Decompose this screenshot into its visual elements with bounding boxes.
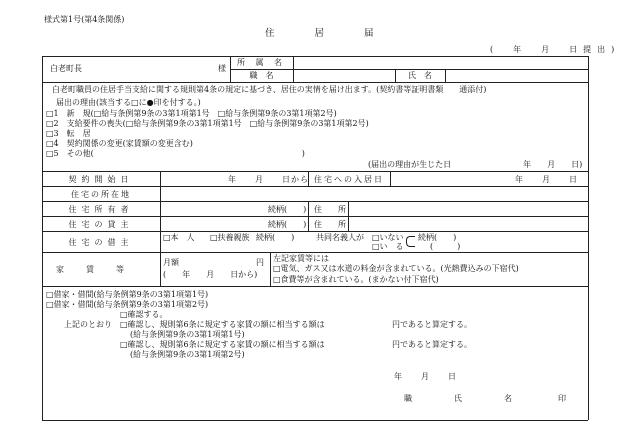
rent-note-title: 左記家賃等には — [273, 254, 329, 263]
calc-option-1-yen: 円であると算定する。 — [392, 320, 472, 329]
lender-relation[interactable]: 続柄( ) — [268, 220, 307, 229]
reasons-heading: 届出の理由(該当する□に●印を付する。) — [56, 98, 201, 107]
lender-label: 住宅の貸主 — [68, 220, 134, 229]
reason-occur-date: (届出の理由が生じた日 年 月 日) — [368, 160, 583, 169]
department-label: 所 属 名 — [236, 58, 287, 67]
calc-option-1-ref: (給与条例第9条の3第1項第1号) — [130, 330, 245, 339]
calc-option-1[interactable]: □確認し、規則第6条に規定する家賃の額に相当する額は — [120, 320, 325, 329]
submit-date: ( 年 月 日提出) — [490, 45, 621, 54]
seal-mark: 印 — [558, 394, 566, 403]
contract-start-label: 契約開始日 — [68, 175, 134, 184]
calc-option-2-yen: 円であると算定する。 — [392, 340, 472, 349]
addressee-honorific: 様 — [218, 64, 226, 73]
intro-text: 白老町職員の住居手当支給に関する規則第4条の規定に基づき、居住の実情を届け出ます。(契約書等証明書類 通添付) — [52, 85, 487, 94]
borrower-dependent-checkbox[interactable]: □扶養親族 — [210, 233, 250, 242]
contract-start-value[interactable]: 年 月 日から — [228, 175, 309, 184]
reason-new[interactable]: □1 新 規(□給与条例第9条の3第1項第1号 □給与条例第9条の3第1項第2号) — [46, 109, 337, 118]
move-in-label: 住宅への入居日 — [314, 175, 384, 184]
owner-relation[interactable]: 続柄( ) — [268, 205, 307, 214]
form-number: 様式第1号(第4条関係) — [44, 15, 125, 24]
co-borrower-present[interactable]: □い る — [372, 242, 404, 251]
owner-address-label: 住 所 — [314, 205, 346, 214]
department-field[interactable] — [296, 58, 586, 68]
reason-loss[interactable]: □2 支給要件の喪失(□給与条例第9条の3第1項第1号 □給与条例第9条の3第1項第2号) — [46, 119, 369, 128]
rent-yen-label: 円 — [256, 258, 264, 267]
owner-label: 住宅所有者 — [68, 205, 134, 214]
rent-from-date[interactable]: ( 年 月 日から) — [163, 270, 258, 279]
borrower-label: 住宅の借主 — [68, 238, 134, 247]
job-title-field[interactable] — [296, 71, 393, 81]
addressee-town: 白老町長 — [50, 64, 82, 73]
borrower-self-checkbox[interactable]: □本 人 — [163, 233, 195, 242]
brace-icon — [406, 236, 415, 247]
page-title: 住居届 — [265, 28, 414, 39]
co-borrower-paren[interactable]: ( ) — [430, 242, 461, 251]
calc-date[interactable]: 年 月 日 — [394, 372, 457, 381]
location-label: 住宅の所在地 — [71, 190, 131, 199]
name-label: 氏 名 — [408, 71, 432, 80]
co-borrower-relation[interactable]: 続柄( ) — [418, 233, 457, 242]
rent-meals-checkbox[interactable]: □食費等が含まれている。(まかない付下宿代) — [273, 275, 439, 284]
borrower-relation[interactable]: 続柄( ) — [256, 233, 295, 242]
job-title-label: 職 名 — [249, 71, 274, 80]
move-in-value[interactable]: 年 月 日 — [515, 175, 578, 184]
rent-monthly-label: 月額 — [163, 258, 179, 267]
officer-label: 職 氏 名 — [404, 394, 514, 403]
co-borrower-none[interactable]: □いない — [372, 233, 404, 242]
above-label: 上記のとおり — [64, 320, 112, 329]
co-borrower-label: 共同名義人が — [316, 233, 364, 242]
calc-option-2[interactable]: □確認し、規則第6条に規定する家賃の額に相当する額は — [120, 340, 325, 349]
confirm-checkbox[interactable]: □確認する。 — [120, 310, 168, 319]
lease-type-1[interactable]: □借家・借間(給与条例第9条の3第1項第1号) — [46, 290, 209, 299]
reason-contract-change[interactable]: □4 契約関係の変更(家賃額の変更含む) — [46, 139, 193, 148]
reason-move[interactable]: □3 転 居 — [46, 129, 91, 138]
lender-address-label: 住 所 — [314, 220, 346, 229]
location-field[interactable] — [163, 189, 585, 200]
calc-option-2-ref: (給与条例第9条の3第1項第2号) — [130, 350, 245, 359]
reason-other[interactable]: □5 その他( ) — [46, 149, 305, 158]
name-field[interactable] — [448, 71, 586, 81]
rent-utilities-checkbox[interactable]: □電気、ガス又は水道の料金が含まれている。(光熱費込みの下宿代) — [273, 264, 519, 273]
rent-label: 家賃等 — [56, 265, 146, 274]
lease-type-2[interactable]: □借家・借間(給与条例第9条の3第1項第2号) — [46, 300, 209, 309]
